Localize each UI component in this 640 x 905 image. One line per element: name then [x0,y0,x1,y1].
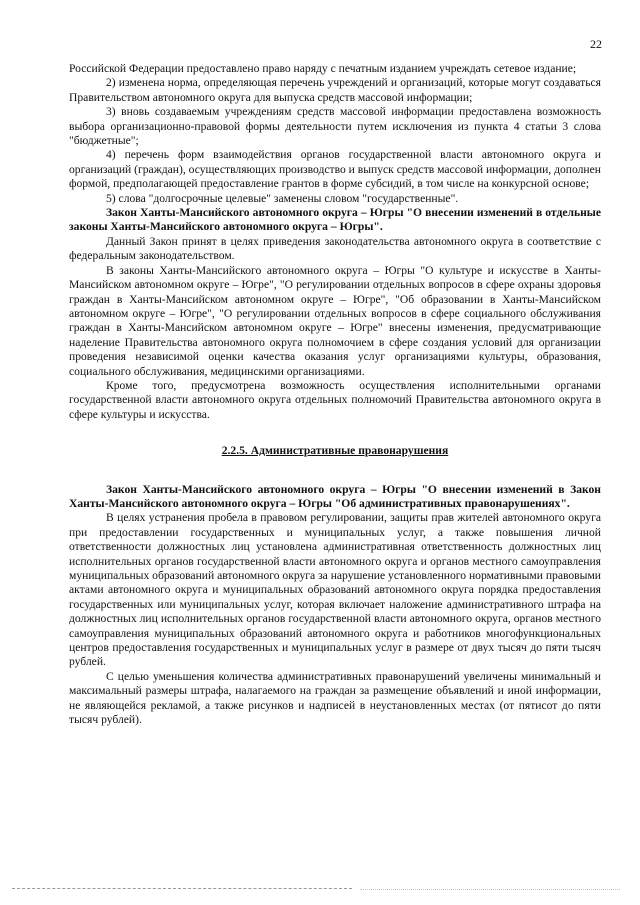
page-number: 22 [590,37,602,51]
paragraph-law-purpose: Данный Закон принят в целях приведения законодательства автономного округа в соответствие с федеральным законодательством. [69,234,601,263]
paragraph-item-3: 3) вновь создаваемым учреждениям средств массовой информации предоставлена возможность выбора организационно-правовой формы деятельности путем исключения из пункта 4 статьи 3 слова "бюджетные"; [69,105,601,148]
paragraph-continuation: Российской Федерации предоставлено право наряду с печатным изданием учреждать сетевое издание; [69,62,577,75]
paragraph-admin-responsibility: В целях устранения пробела в правовом регулировании, защиты прав жителей автономного округа при предоставлении государственных и муниципальных услуг, а также повышения личной ответственности должностных лиц установлена административная ответственность должностных лиц исполнительных органов государственной власти автономного округа и органов местного самоуправления муниципальных образований автономного округа за нарушение установленного нормативными правовыми актами автономного округа и муниципальных образований автономного округа порядка предоставления государственных или муниципальных услуг, которая включает наложение административного штрафа на должностных лиц исполнительных органов государственной власти автономного округа, органов местного самоуправления муниципальных образований автономного округа и работников многофункциональных центров предоставления государственных и муниципальных услуг в размере от двух тысяч до пяти тысяч рублей. [69,511,601,669]
paragraph-law-additionally: Кроме того, предусмотрена возможность осуществления исполнительными органами государственной власти автономного округа отдельных полномочий Правительства автономного округа в сфере культуры и искусства. [69,378,601,421]
paragraph-law-changes: В законы Ханты-Мансийского автономного округа – Югры "О культуре и искусстве в Ханты-Мансийском автономном округе – Югре", "О регулировании отдельных вопросов в сфере охраны здоровья граждан в Ханты-Мансийском автономном округе – Югре", "Об образовании в Ханты-Мансийском автономном округе – Югре", "О регулировании отдельных вопросов в сфере социального обслуживания граждан в Ханты-Мансийском автономном округе – Югре" внесены изменения, предусматривающие наделение Правительства автономного округа полномочием в сфере создания условий для организации проведения независимой оценки качества оказания услуг организациями культуры, образования, социального обслуживания, медицинскими организациями. [69,263,601,378]
footer-divider [12,888,352,889]
section-title: 2.2.5. Административные правонарушения [221,444,449,458]
paragraph-item-2: 2) изменена норма, определяющая перечень учреждений и организаций, которые могут создаваться Правительством автономного округа для выпуска средств массовой информации; [69,76,601,104]
paragraph-fines: С целью уменьшения количества административных правонарушений увеличены минимальный и максимальный размеры штрафа, налагаемого на граждан за размещение объявлений и иной информации, не являющейся рекламой, а также рисунков и надписей в неустановленных местах (от пятисот до пяти тысяч рублей). [69,669,601,727]
law-title-admin-offenses: Закон Ханты-Мансийского автономного округа – Югры "О внесении изменений в Закон Ханты-Мансийского автономного округа – Югры "Об административных правонарушениях". [69,482,601,510]
paragraph-item-4: 4) перечень форм взаимодействия органов государственной власти автономного округа и организаций (граждан), осуществляющих производство и выпуск средств массовой информации, дополнен формой, предполагающей предоставление грантов в форме субсидий, в том числе на конкурсной основе; [69,148,601,191]
paragraph-item-5: 5) слова "долгосрочные целевые" заменены словом "государственные". [106,191,459,205]
footer-divider-faint [360,889,620,890]
document-body [69,62,601,727]
law-title-amendments: Закон Ханты-Мансийского автономного округа – Югры "О внесении изменений в отдельные законы Ханты-Мансийского автономного округа – Югры". [69,206,601,234]
